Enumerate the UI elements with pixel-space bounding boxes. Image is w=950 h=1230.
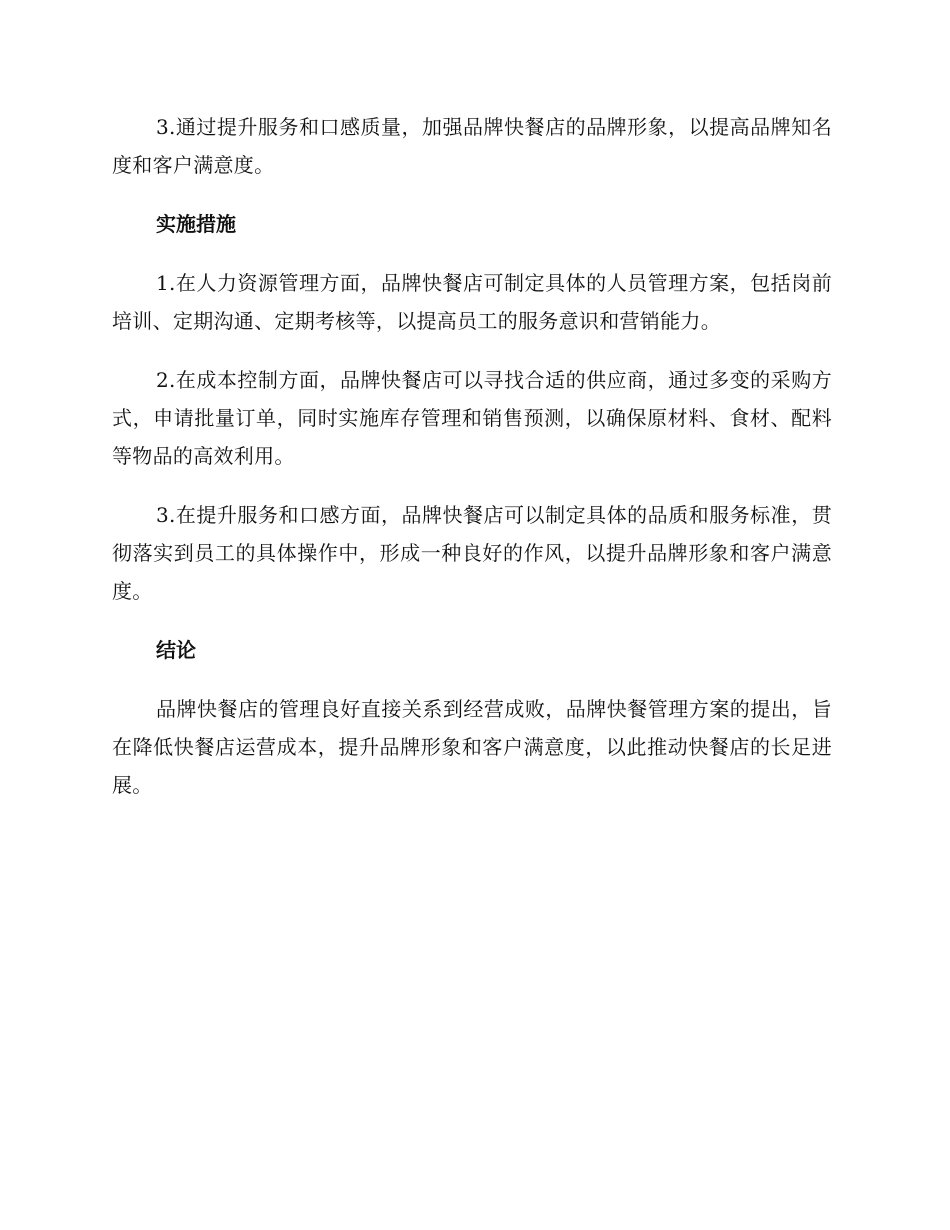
document-page <box>112 108 832 825</box>
paragraph-conclusion: 品牌快餐店的管理良好直接关系到经营成败，品牌快餐管理方案的提出，旨在降低快餐店运营成本，提升品牌形象和客户满意度，以此推动快餐店的长足进展。 <box>112 697 832 797</box>
paragraph-brand-image-goal: 3.通过提升服务和口感质量，加强品牌快餐店的品牌形象，以提高品牌知名度和客户满意度。 <box>112 115 832 177</box>
paragraph-hr-management: 1.在人力资源管理方面，品牌快餐店可制定具体的人员管理方案，包括岗前培训、定期沟通、定期考核等，以提高员工的服务意识和营销能力。 <box>112 271 832 333</box>
section-heading-conclusion: 结论 <box>156 638 196 662</box>
paragraph-service-quality: 3.在提升服务和口感方面，品牌快餐店可以制定具体的品质和服务标准，贯彻落实到员工的具体操作中，形成一种良好的作风，以提升品牌形象和客户满意度。 <box>112 503 832 603</box>
paragraph-cost-control: 2.在成本控制方面，品牌快餐店可以寻找合适的供应商，通过多变的采购方式，申请批量订单，同时实施库存管理和销售预测，以确保原材料、食材、配料等物品的高效利用。 <box>112 368 832 468</box>
section-heading-implementation: 实施措施 <box>156 212 236 236</box>
